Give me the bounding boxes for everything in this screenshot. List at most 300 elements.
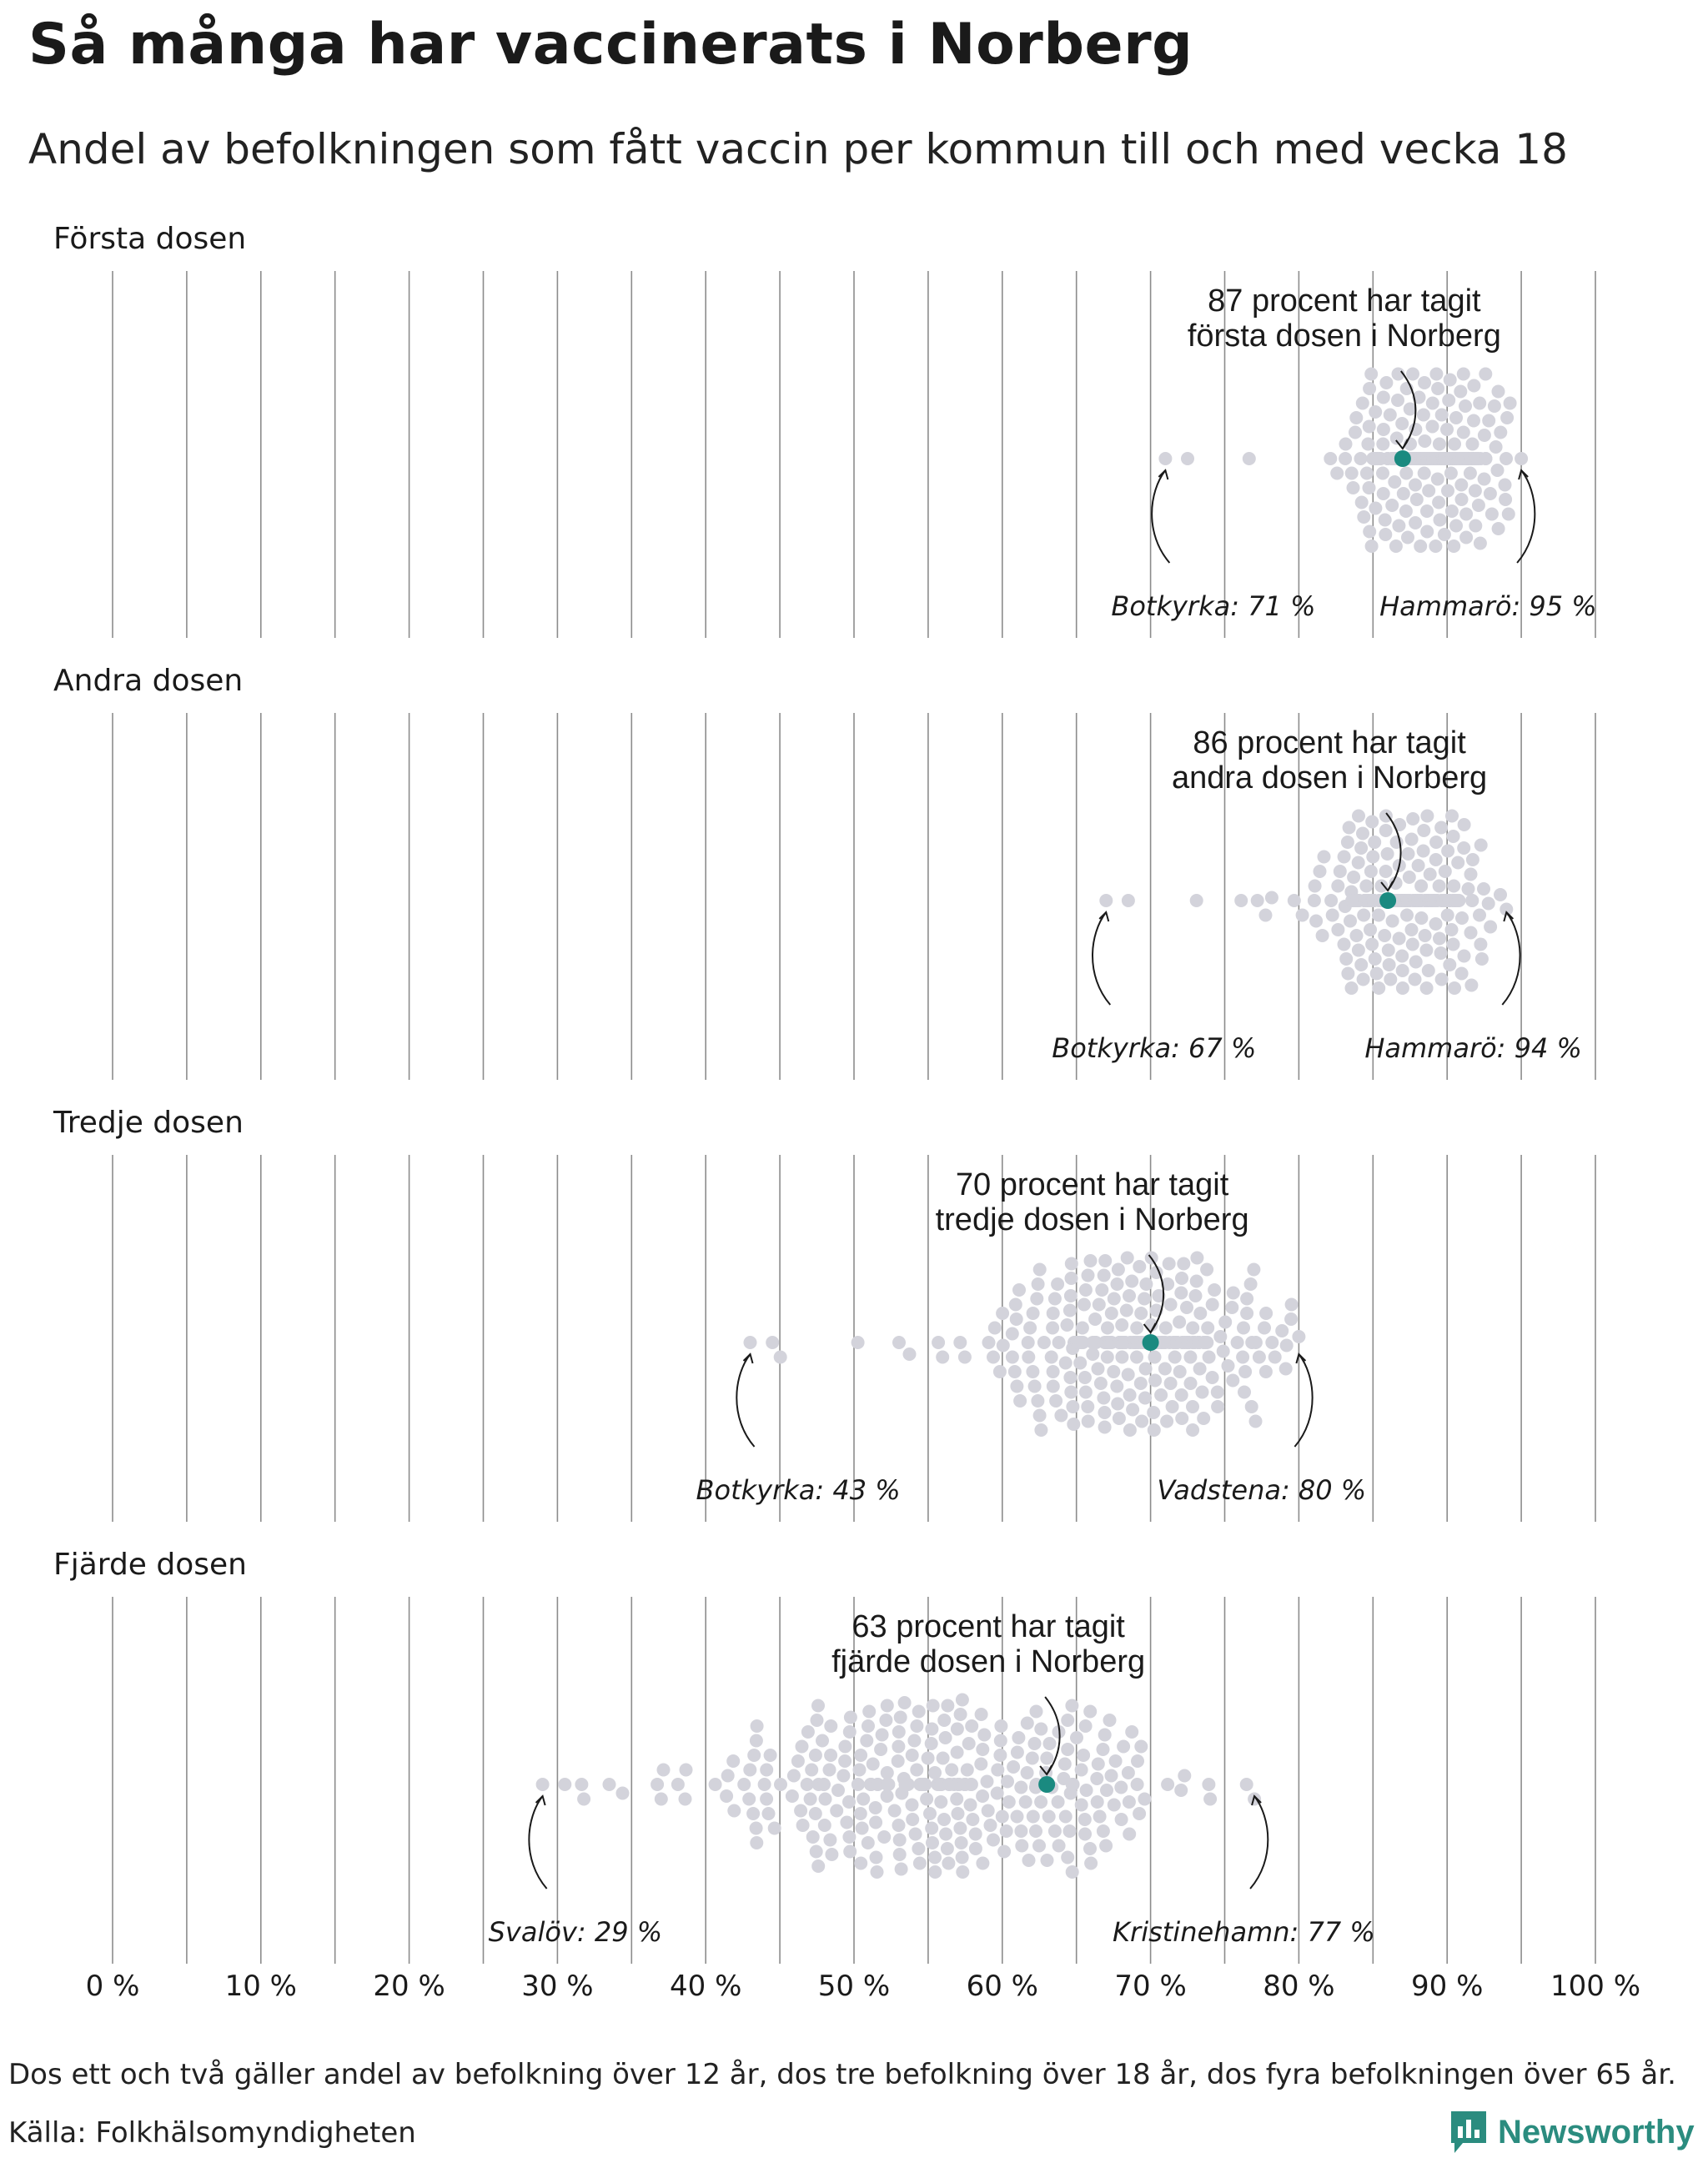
municipality-dot: [894, 1711, 907, 1724]
municipality-dot: [1420, 525, 1434, 539]
municipality-dot: [1180, 1301, 1193, 1314]
municipality-dot: [1395, 950, 1409, 963]
municipality-dot: [862, 1719, 875, 1733]
municipality-dot: [1064, 1386, 1078, 1399]
municipality-dot: [1082, 1269, 1095, 1282]
municipality-dot: [1048, 1824, 1062, 1838]
municipality-dot: [1097, 1392, 1110, 1405]
municipality-dot: [1158, 1363, 1172, 1376]
municipality-dot: [987, 1351, 1000, 1364]
footnote: Dos ett och två gäller andel av befolkning över 12 år, dos tre befolkning över 18 år, dos fyra befolkningen över 65 år.: [8, 2058, 1676, 2091]
municipality-dot: [1405, 923, 1419, 936]
panel-label: Tredje dosen: [53, 1106, 244, 1140]
municipality-dot: [862, 1705, 876, 1719]
municipality-dot: [987, 1834, 1000, 1847]
municipality-dot: [1061, 1851, 1074, 1864]
municipality-dot: [1098, 1729, 1112, 1742]
municipality-dot: [1154, 1388, 1168, 1402]
municipality-dot: [1475, 952, 1489, 966]
municipality-dot: [1482, 897, 1495, 911]
municipality-dot: [1160, 1415, 1173, 1428]
municipality-dot: [956, 1865, 969, 1879]
municipality-dot: [536, 1778, 550, 1791]
municipality-dot: [818, 1819, 831, 1832]
municipality-dot: [882, 1778, 895, 1791]
municipality-dot: [1429, 853, 1443, 866]
municipality-dot: [910, 1719, 923, 1733]
municipality-dot: [1334, 865, 1347, 878]
x-tick-label: 40 %: [670, 1970, 742, 2003]
municipality-dot: [1049, 1394, 1062, 1408]
municipality-dot: [1365, 816, 1379, 829]
municipality-dot: [1063, 1304, 1077, 1317]
municipality-dot: [976, 1789, 989, 1803]
municipality-dot: [1022, 1336, 1035, 1349]
brand-name: Newsworthy: [1498, 2113, 1695, 2150]
municipality-dot: [856, 1822, 869, 1835]
municipality-dot: [1447, 830, 1460, 843]
municipality-dot: [823, 1764, 836, 1777]
municipality-dot: [1474, 537, 1487, 550]
municipality-dot: [1457, 426, 1470, 439]
municipality-dot: [750, 1822, 763, 1835]
municipality-dot: [1465, 894, 1479, 907]
municipality-dot: [1451, 856, 1464, 870]
municipality-dot: [1115, 1351, 1128, 1364]
municipality-dot: [893, 1834, 907, 1847]
municipality-dot: [1479, 368, 1492, 381]
municipality-dot: [1485, 508, 1499, 521]
norberg-annotation: 86 procent har tagit: [1193, 725, 1466, 760]
municipality-dot: [1075, 1764, 1088, 1777]
municipality-dot: [1123, 1388, 1137, 1402]
municipality-dot: [1464, 467, 1477, 480]
municipality-dot: [1247, 1263, 1260, 1277]
municipality-dot: [809, 1749, 822, 1762]
municipality-dot: [1122, 894, 1135, 907]
municipality-dot: [1041, 1854, 1054, 1867]
municipality-dot: [1206, 1298, 1219, 1312]
municipality-dot: [958, 1351, 972, 1364]
municipality-dot: [953, 1336, 967, 1349]
municipality-dot: [750, 1734, 763, 1748]
municipality-dot: [1028, 1737, 1042, 1750]
municipality-dot: [1447, 938, 1460, 951]
x-tick-label: 70 %: [1114, 1970, 1187, 2003]
municipality-dot: [1376, 467, 1389, 480]
municipality-dot: [1077, 1749, 1090, 1762]
municipality-dot: [888, 1804, 902, 1818]
municipality-dot: [928, 1766, 942, 1779]
municipality-dot: [1381, 847, 1394, 861]
municipality-dot: [953, 1822, 967, 1835]
municipality-dot: [747, 1749, 761, 1762]
municipality-dot: [1438, 528, 1451, 541]
municipality-dot: [1357, 973, 1370, 986]
municipality-dot: [1211, 1386, 1224, 1399]
municipality-dot: [1445, 810, 1459, 823]
municipality-dot: [1366, 851, 1379, 864]
municipality-dot: [969, 1828, 982, 1841]
panel-label: Andra dosen: [53, 664, 244, 698]
municipality-dot: [1193, 1363, 1207, 1376]
municipality-dot: [876, 1729, 889, 1742]
municipality-dot: [870, 1851, 883, 1864]
municipality-dot: [1414, 911, 1428, 925]
municipality-dot: [1186, 1322, 1199, 1335]
municipality-dot: [1448, 981, 1461, 995]
municipality-dot: [1067, 1778, 1080, 1791]
municipality-dot: [810, 1845, 823, 1859]
municipality-dot: [954, 1708, 967, 1721]
max-arrow: [1250, 1796, 1268, 1889]
municipality-dot: [1326, 909, 1339, 922]
municipality-dot: [1400, 909, 1414, 922]
municipality-dot: [1440, 423, 1454, 436]
municipality-dot: [1420, 981, 1434, 995]
municipality-dot: [982, 1336, 996, 1349]
municipality-dot: [951, 1723, 964, 1736]
municipality-dot: [1098, 1269, 1111, 1282]
municipality-dot: [750, 1836, 763, 1849]
municipality-dot: [1083, 1842, 1097, 1855]
municipality-dot: [1190, 1252, 1203, 1265]
municipality-dot: [1449, 411, 1463, 424]
municipality-dot: [1372, 909, 1385, 922]
municipality-dot: [1341, 967, 1354, 981]
municipality-dot: [1080, 1784, 1093, 1797]
municipality-dot: [830, 1804, 843, 1818]
municipality-dot: [977, 1729, 991, 1742]
municipality-dot: [1384, 973, 1397, 986]
municipality-dot: [1164, 1298, 1178, 1312]
municipality-dot: [1251, 894, 1264, 907]
municipality-dot: [974, 1758, 987, 1771]
municipality-dot: [1432, 496, 1445, 509]
municipality-dot: [1442, 394, 1455, 407]
municipality-dot: [1022, 1854, 1036, 1867]
norberg-annotation: 63 procent har tagit: [851, 1609, 1125, 1644]
municipality-dot: [1217, 1345, 1230, 1358]
municipality-dot: [786, 1789, 799, 1803]
municipality-dot: [1412, 859, 1425, 872]
municipality-dot: [1197, 1412, 1210, 1425]
municipality-dot: [1147, 1406, 1160, 1419]
municipality-dot: [758, 1778, 771, 1791]
dots-group: [744, 1252, 1306, 1438]
municipality-dot: [1201, 1322, 1214, 1335]
municipality-dot: [997, 1339, 1010, 1352]
municipality-dot: [603, 1778, 616, 1791]
municipality-dot: [1435, 973, 1449, 986]
municipality-dot: [1086, 1347, 1099, 1361]
municipality-dot: [1234, 894, 1248, 907]
municipality-dot: [1109, 1754, 1123, 1768]
municipality-dot: [805, 1764, 818, 1777]
dots-group: [536, 1694, 1262, 1879]
municipality-dot: [1288, 894, 1301, 907]
municipality-dot: [1280, 1339, 1294, 1352]
municipality-dot: [1001, 1775, 1014, 1789]
municipality-dot: [945, 1764, 958, 1777]
municipality-dot: [1121, 1252, 1134, 1265]
municipality-dot: [1357, 909, 1370, 922]
municipality-dot: [1019, 1795, 1032, 1809]
municipality-dot: [1158, 452, 1172, 465]
municipality-dot: [869, 1801, 882, 1814]
municipality-dot: [1426, 420, 1439, 434]
municipality-dot: [1181, 452, 1194, 465]
municipality-dot: [1200, 1263, 1213, 1277]
municipality-dot: [854, 1857, 867, 1870]
x-tick-label: 80 %: [1263, 1970, 1335, 2003]
municipality-dot: [1065, 1699, 1078, 1713]
municipality-dot: [892, 1754, 905, 1768]
municipality-dot: [950, 1793, 963, 1806]
municipality-dot: [1073, 1357, 1087, 1370]
municipality-dot: [1168, 1351, 1182, 1364]
municipality-dot: [1515, 452, 1528, 465]
municipality-dot: [895, 1863, 908, 1876]
municipality-dot: [1203, 1793, 1217, 1806]
municipality-dot: [742, 1793, 756, 1806]
panel-label: Fjärde dosen: [53, 1548, 247, 1582]
municipality-dot: [952, 1807, 965, 1820]
municipality-dot: [1148, 1374, 1162, 1388]
municipality-dot: [1419, 929, 1432, 942]
municipality-dot: [1098, 1421, 1112, 1434]
municipality-dot: [1420, 810, 1434, 823]
municipality-dot: [854, 1807, 867, 1820]
municipality-dot: [1363, 481, 1376, 494]
municipality-dot: [1082, 1415, 1095, 1428]
municipality-dot: [766, 1336, 779, 1349]
municipality-dot: [1377, 391, 1390, 404]
municipality-dot: [1363, 420, 1376, 434]
municipality-dot: [928, 1851, 942, 1864]
municipality-dot: [1243, 452, 1256, 465]
norberg-annotation: fjärde dosen i Norberg: [831, 1644, 1146, 1679]
municipality-dot: [1433, 880, 1446, 893]
municipality-dot: [1455, 493, 1469, 506]
municipality-dot: [1308, 894, 1321, 907]
municipality-dot: [1240, 1307, 1253, 1320]
municipality-dot: [1454, 385, 1467, 399]
municipality-dot: [1368, 836, 1381, 849]
municipality-dot: [1388, 475, 1401, 489]
municipality-dot: [1134, 1307, 1148, 1320]
municipality-dot: [1110, 1380, 1123, 1393]
municipality-dot: [1502, 508, 1515, 521]
municipality-dot: [1029, 1824, 1042, 1838]
municipality-dot: [1030, 1292, 1043, 1306]
municipality-dot: [1034, 1423, 1047, 1437]
municipality-dot: [1406, 812, 1419, 826]
municipality-dot: [903, 1347, 917, 1361]
municipality-dot: [709, 1778, 722, 1791]
municipality-dot: [1015, 1839, 1028, 1853]
municipality-dot: [1139, 1363, 1153, 1376]
municipality-dot: [1237, 1322, 1250, 1335]
municipality-dot: [1064, 1289, 1078, 1302]
municipality-dot: [1099, 1839, 1113, 1853]
municipality-dot: [1123, 1795, 1136, 1809]
municipality-dot: [1014, 1781, 1027, 1794]
municipality-dot: [1350, 929, 1364, 942]
municipality-dot: [1059, 1810, 1073, 1824]
municipality-dot: [1079, 1283, 1093, 1297]
municipality-dot: [1259, 1307, 1273, 1320]
norberg-annotation: 70 procent har tagit: [955, 1167, 1229, 1202]
municipality-dot: [1186, 1423, 1199, 1437]
municipality-dot: [1265, 1336, 1278, 1349]
municipality-dot: [956, 1694, 969, 1707]
municipality-dot: [1032, 1277, 1045, 1291]
municipality-dot: [906, 1799, 919, 1812]
municipality-dot: [1467, 414, 1480, 428]
municipality-dot: [825, 1848, 838, 1861]
municipality-dot: [1409, 973, 1422, 986]
min-arrow: [736, 1354, 754, 1447]
municipality-dot: [1447, 539, 1460, 553]
municipality-dot: [1459, 531, 1473, 545]
municipality-dot: [811, 1714, 824, 1727]
municipality-dot: [1399, 467, 1413, 480]
municipality-dot: [1159, 1322, 1173, 1335]
municipality-dot: [1186, 1400, 1199, 1413]
x-tick-label: 60 %: [966, 1970, 1038, 2003]
municipality-dot: [1026, 1365, 1039, 1378]
municipality-dot: [1236, 1351, 1249, 1364]
municipality-dot: [934, 1795, 947, 1809]
x-tick-label: 10 %: [224, 1970, 297, 2003]
municipality-dot: [1396, 981, 1409, 995]
municipality-dot: [988, 1322, 1002, 1335]
municipality-dot: [1347, 481, 1360, 494]
municipality-dot: [1101, 1351, 1114, 1364]
municipality-dot: [1111, 1398, 1124, 1411]
municipality-dot: [1500, 411, 1514, 424]
municipality-dot: [993, 1749, 1007, 1762]
municipality-dot: [1125, 1275, 1138, 1288]
municipality-dot: [1309, 915, 1323, 928]
x-tick-label: 100 %: [1550, 1970, 1641, 2003]
municipality-dot: [1383, 958, 1396, 971]
municipality-dot: [1410, 493, 1424, 506]
municipality-dot: [1253, 1351, 1266, 1364]
municipality-dot: [1043, 1737, 1057, 1750]
municipality-dot: [1429, 539, 1442, 553]
municipality-dot: [1482, 414, 1495, 428]
municipality-dot: [1379, 528, 1392, 541]
municipality-dot: [1084, 1857, 1098, 1870]
municipality-dot: [1010, 1312, 1023, 1326]
municipality-dot: [1418, 376, 1431, 389]
municipality-dot: [1445, 504, 1459, 518]
municipality-dot: [1309, 880, 1322, 893]
municipality-dot: [1054, 1409, 1068, 1423]
municipality-dot: [1384, 409, 1397, 422]
municipality-dot: [1330, 467, 1344, 480]
municipality-dot: [1467, 379, 1480, 393]
municipality-dot: [1092, 1758, 1105, 1771]
municipality-dot: [1037, 1336, 1051, 1349]
municipality-dot: [871, 1865, 884, 1879]
municipality-dot: [1343, 821, 1356, 835]
municipality-dot: [853, 1764, 867, 1777]
municipality-dot: [1429, 368, 1443, 381]
municipality-dot: [1459, 399, 1472, 413]
municipality-dot: [993, 1365, 1007, 1378]
municipality-dot: [1009, 1298, 1022, 1312]
municipality-dot: [824, 1749, 837, 1762]
municipality-dot: [1464, 926, 1478, 940]
municipality-dot: [879, 1714, 892, 1727]
municipality-dot: [1249, 1336, 1263, 1349]
municipality-dot: [902, 1778, 915, 1791]
norberg-annotation: andra dosen i Norberg: [1172, 760, 1488, 795]
municipality-dot: [1360, 467, 1374, 480]
municipality-dot: [1175, 1388, 1188, 1402]
municipality-dot: [1494, 888, 1507, 901]
municipality-dot: [1122, 1766, 1135, 1779]
municipality-dot: [1385, 499, 1399, 512]
municipality-dot: [976, 1743, 989, 1756]
municipality-dot: [1013, 1394, 1027, 1408]
municipality-dot: [937, 1813, 951, 1826]
municipality-dot: [1066, 1400, 1079, 1413]
municipality-dot: [923, 1807, 937, 1820]
municipality-dot: [1338, 851, 1351, 864]
municipality-dot: [925, 1723, 938, 1736]
municipality-dot: [1105, 1769, 1118, 1783]
municipality-dot: [1092, 1363, 1105, 1376]
municipality-dot: [1458, 818, 1471, 831]
municipality-dot: [831, 1784, 845, 1797]
municipality-dot: [906, 1749, 919, 1762]
municipality-dot: [869, 1816, 882, 1829]
max-label: Hammarö: 94 %: [1364, 1032, 1582, 1064]
municipality-dot: [804, 1793, 817, 1806]
municipality-dot: [1000, 1824, 1013, 1838]
municipality-dot: [1131, 1754, 1144, 1768]
municipality-dot: [1175, 1272, 1188, 1285]
municipality-dot: [1011, 1810, 1024, 1824]
municipality-dot: [1370, 967, 1384, 981]
municipality-dot: [1084, 1254, 1098, 1267]
municipality-dot: [809, 1807, 822, 1820]
municipality-dot: [1452, 894, 1465, 907]
municipality-dot: [997, 1845, 1011, 1859]
municipality-dot: [655, 1793, 668, 1806]
municipality-dot: [1484, 487, 1497, 500]
municipality-dot: [862, 1836, 875, 1849]
municipality-dot: [1031, 1394, 1044, 1408]
norberg-annotation: tredje dosen i Norberg: [935, 1202, 1249, 1237]
municipality-dot: [1341, 836, 1354, 849]
municipality-dot: [616, 1787, 630, 1800]
municipality-dot: [1345, 981, 1359, 995]
municipality-dot: [1078, 1828, 1092, 1841]
municipality-dot: [836, 1769, 850, 1783]
municipality-dot: [1078, 1298, 1091, 1312]
municipality-dot: [1390, 432, 1404, 445]
municipality-dot: [1464, 979, 1478, 992]
municipality-dot: [1245, 1400, 1258, 1413]
municipality-dot: [1324, 894, 1338, 907]
municipality-dot: [1123, 1828, 1136, 1841]
municipality-dot: [1052, 1795, 1065, 1809]
